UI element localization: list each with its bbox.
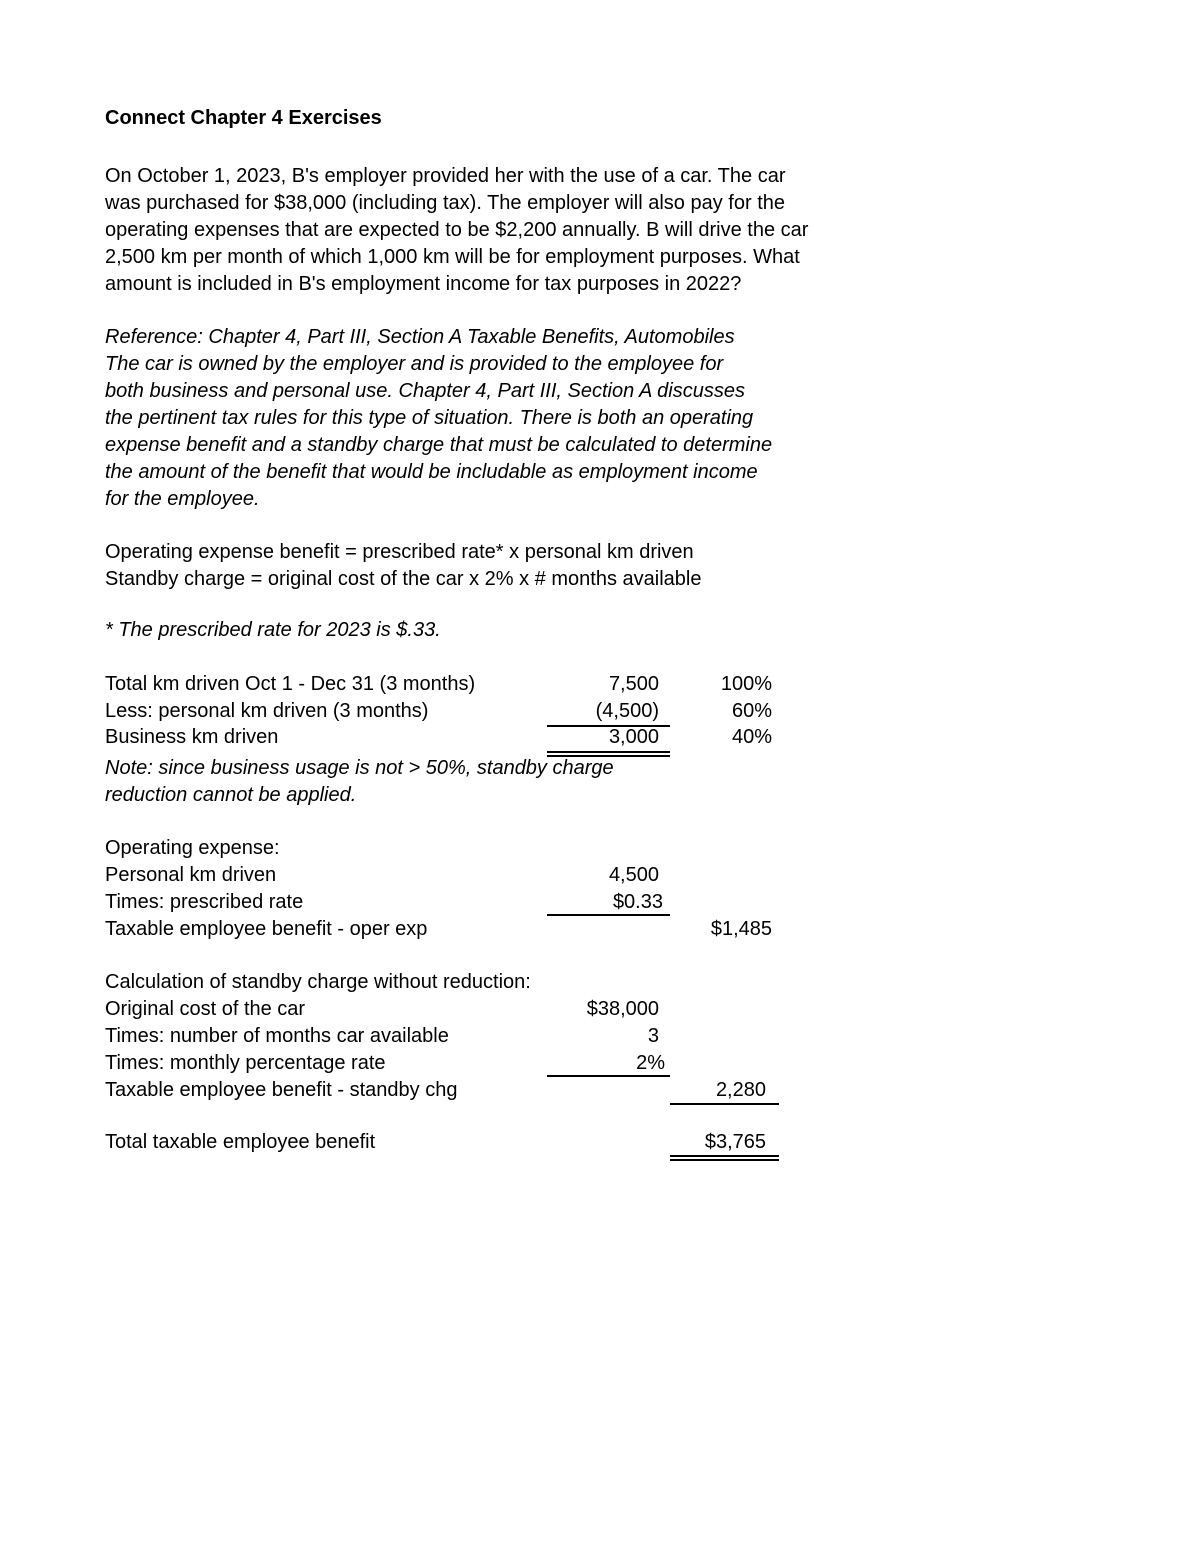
standby-heading: Calculation of standby charge without reduction: <box>105 971 531 993</box>
formula-standby: Standby charge = original cost of the car x 2% x # months available <box>105 568 702 590</box>
row-value: (4,500) <box>595 700 659 722</box>
row-percent: 40% <box>731 726 772 748</box>
row-percent: 60% <box>731 700 772 722</box>
row-value: 7,500 <box>608 673 659 695</box>
row-label: Taxable employee benefit - standby chg <box>105 1079 458 1101</box>
total-value: $3,765 <box>704 1131 766 1153</box>
km-row-personal <box>0 700 1200 727</box>
reference-line: both business and personal use. Chapter 4, Part III, Section A discusses <box>105 380 745 402</box>
formulas <box>105 539 701 593</box>
operating-heading: Operating expense: <box>105 837 280 859</box>
double-underline-top <box>547 751 670 753</box>
problem-line: amount is included in B's employment income for tax purposes in 2022? <box>105 273 742 295</box>
row-label: Times: number of months car available <box>105 1025 449 1047</box>
underline <box>670 1103 779 1105</box>
row-value: 3 <box>647 1025 659 1047</box>
double-underline-bottom <box>670 1159 779 1161</box>
km-note-line: Note: since business usage is not > 50%, standby charge <box>105 757 614 779</box>
problem-line: was purchased for $38,000 (including tax). The employer will also pay for the <box>105 192 785 214</box>
total-row <box>0 1131 1200 1158</box>
row-label: Business km driven <box>105 726 279 748</box>
row-value: 2,280 <box>715 1079 766 1101</box>
km-row-total <box>0 673 1200 700</box>
row-value: 4,500 <box>608 864 659 886</box>
reference-line: expense benefit and a standby charge that must be calculated to determine <box>105 434 773 456</box>
double-underline-top <box>670 1155 779 1157</box>
row-label: Times: prescribed rate <box>105 891 304 913</box>
reference-line: for the employee. <box>105 488 260 510</box>
standby-cost-row <box>0 998 1200 1025</box>
row-label: Total km driven Oct 1 - Dec 31 (3 months) <box>105 673 476 695</box>
km-row-business <box>0 726 1200 753</box>
operating-personal-row <box>0 864 1200 891</box>
standby-benefit-row <box>0 1079 1200 1106</box>
problem-statement <box>105 163 905 298</box>
problem-line: operating expenses that are expected to be $2,200 annually. B will drive the car <box>105 219 809 241</box>
reference-line: the pertinent tax rules for this type of situation. There is both an operating <box>105 407 754 429</box>
row-label: Original cost of the car <box>105 998 306 1020</box>
problem-line: 2,500 km per month of which 1,000 km will be for employment purposes. What <box>105 246 800 268</box>
row-percent: 100% <box>720 673 772 695</box>
underline <box>547 914 670 916</box>
formula-operating: Operating expense benefit = prescribed rate* x personal km driven <box>105 541 694 563</box>
standby-months-row <box>0 1025 1200 1052</box>
row-label: Times: monthly percentage rate <box>105 1052 386 1074</box>
row-value: 3,000 <box>608 726 659 748</box>
total-label: Total taxable employee benefit <box>105 1131 376 1153</box>
reference-line: the amount of the benefit that would be includable as employment income <box>105 461 758 483</box>
row-value: $38,000 <box>586 998 659 1020</box>
reference-line: Reference: Chapter 4, Part III, Section A Taxable Benefits, Automobiles <box>105 326 735 348</box>
reference-line: The car is owned by the employer and is provided to the employee for <box>105 353 724 375</box>
row-value: $1,485 <box>710 918 772 940</box>
operating-benefit-row <box>0 918 1200 945</box>
row-label: Personal km driven <box>105 864 277 886</box>
km-note-line: reduction cannot be applied. <box>105 784 357 806</box>
row-label: Taxable employee benefit - oper exp <box>105 918 428 940</box>
reference-note <box>105 324 772 513</box>
prescribed-rate-note: * The prescribed rate for 2023 is $.33. <box>105 619 441 641</box>
row-value: $0.33 <box>612 891 663 913</box>
problem-line: On October 1, 2023, B's employer provided her with the use of a car. The car <box>105 165 786 187</box>
row-value: 2% <box>636 1052 665 1074</box>
row-label: Less: personal km driven (3 months) <box>105 700 429 722</box>
document-title: Connect Chapter 4 Exercises <box>105 107 382 129</box>
underline <box>547 1075 670 1077</box>
